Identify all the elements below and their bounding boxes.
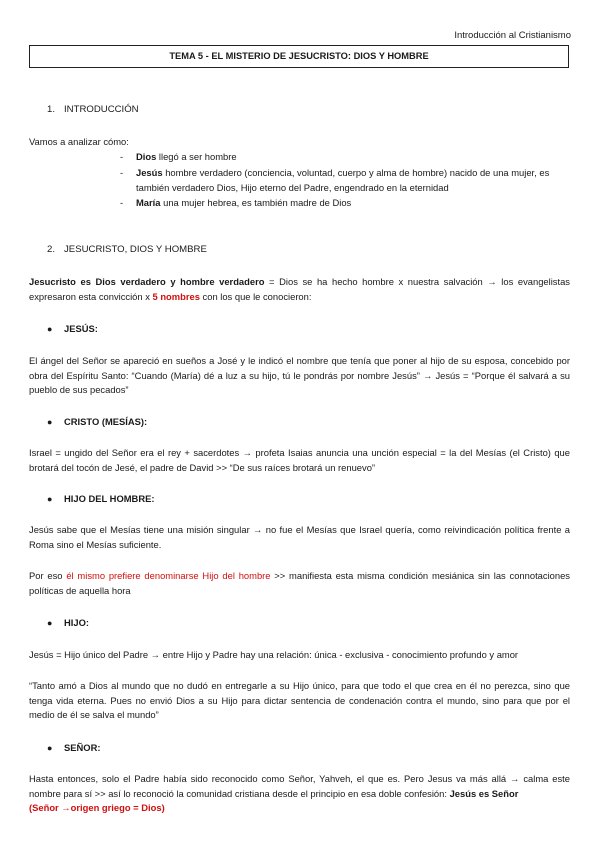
document-title: TEMA 5 - EL MISTERIO DE JESUCRISTO: DIOS Y HOMBRE — [29, 45, 569, 68]
highlighted-note: (Señor →origen griego = Dios) — [29, 802, 165, 813]
bullet-icon: ● — [47, 743, 53, 753]
bullet-heading-senor — [47, 741, 100, 756]
bullet-icon: ● — [47, 494, 53, 504]
bullet-label: SEÑOR: — [64, 742, 101, 753]
section-heading-jesucristo — [47, 243, 207, 258]
bullet-heading-cristo — [47, 415, 147, 430]
bullet-icon: ● — [47, 324, 53, 334]
list-item-text: una mujer hebrea, es también madre de Dios — [160, 197, 352, 208]
dash-marker: - — [120, 167, 124, 178]
hijo-quote: “Tanto amó a Dios al mundo que no dudó en entregarle a su Hijo único, para que todo el que crea en él no perezca, sino que tenga vida eterna. Pues no envió Dios a su Hijo para dictar sentencia de condenación contra el mundo, sino para que por el medio de él se salva el mundo” — [29, 680, 570, 720]
cristo-paragraph: Israel = ungido del Señor era el rey + sacerdotes → profeta Isaias anuncia una unción especial = la del Mesías (el Cristo) que brotará del tocón de Jesé, el padre de David >> “De sus raíces brotará un renuevo” — [29, 447, 570, 473]
bullet-label: JESÚS: — [64, 323, 98, 334]
list-item-text: hombre verdadero (conciencia, voluntad, cuerpo y alma de hombre) nacido de una mujer, es también verdadero Dios, Hijo eterno del Padre, engendrado en la eternidad — [136, 167, 550, 193]
bullet-icon: ● — [47, 618, 53, 628]
section-title: INTRODUCCIÓN — [64, 104, 139, 115]
highlighted-text: él mismo prefiere denominarse Hijo del hombre — [66, 570, 271, 581]
bullet-label: HIJO DEL HOMBRE: — [64, 493, 155, 504]
section-heading-introduccion — [47, 103, 139, 118]
bullet-heading-jesus — [47, 322, 98, 337]
hijo-paragraph: Jesús = Hijo único del Padre → entre Hijo y Padre hay una relación: única - exclusiva - conocimiento profundo y amor — [29, 649, 519, 660]
bold-confession: Jesús es Señor — [449, 787, 519, 799]
intro-paragraph: Vamos a analizar cómo: — [29, 136, 129, 147]
bullet-heading-hijo-del-hombre — [47, 492, 154, 507]
paragraph-text-end: >> manifiesta esta misma condición mesiánica sin las connotaciones políticas de aquella hora — [29, 570, 570, 596]
hijo-del-hombre-paragraph: Jesús sabe que el Mesías tiene una misión singular → no fue el Mesías que Israel quería, como reivindicación política frente a Roma sino el Mesías suficiente. — [29, 524, 570, 550]
bullet-heading-hijo — [47, 616, 89, 631]
list-item-term: Jesús — [136, 167, 163, 178]
list-item — [120, 166, 572, 195]
lead-paragraph — [29, 275, 570, 304]
lead-highlight: 5 nombres — [152, 290, 200, 302]
list-item-text: llegó a ser hombre — [156, 151, 237, 162]
list-item-term: María — [136, 197, 161, 208]
bullet-label: CRISTO (MESÍAS): — [64, 416, 148, 427]
bullet-label: HIJO: — [64, 617, 90, 628]
paragraph-text: Por eso — [29, 570, 67, 581]
jesus-paragraph: El ángel del Señor se apareció en sueños a José y le indicó el nombre que tenía que poner al hijo de su esposa, concebido por obra del Espíritu Santo: “Cuando (María) dé a luz a su hijo, tú le pondrás por nombre Jesús” → Jesús = “Porque él salvará a su pueblo de sus pecados” — [29, 355, 570, 395]
dash-marker: - — [120, 151, 124, 162]
section-number: 2. — [47, 244, 56, 255]
section-title: JESUCRISTO, DIOS Y HOMBRE — [64, 244, 207, 255]
lead-text: = Dios se ha hecho hombre x nuestra salvación → los evangelistas expresaron esta convicción x — [29, 276, 570, 302]
senor-paragraph — [29, 772, 570, 816]
hijo-del-hombre-paragraph-2 — [29, 569, 570, 598]
list-item-term: Dios — [136, 151, 157, 162]
running-header: Introducción al Cristianismo — [454, 30, 571, 41]
lead-bold-text: Jesucristo es Dios verdadero y hombre verdadero — [29, 276, 265, 287]
list-item — [120, 150, 572, 165]
list-item — [120, 196, 572, 211]
section-number: 1. — [47, 104, 56, 115]
dash-marker: - — [120, 197, 124, 208]
lead-text-end: con los que le conocieron: — [199, 290, 312, 302]
paragraph-text: Hasta entonces, solo el Padre había sido reconocido como Señor, Yahveh, el que es. Pero Jesus va más allá → calma este nombre para sí >> así lo reconoció la comunidad cristiana desde el principio en esa doble confesión: — [29, 773, 570, 799]
bullet-icon: ● — [47, 417, 53, 427]
